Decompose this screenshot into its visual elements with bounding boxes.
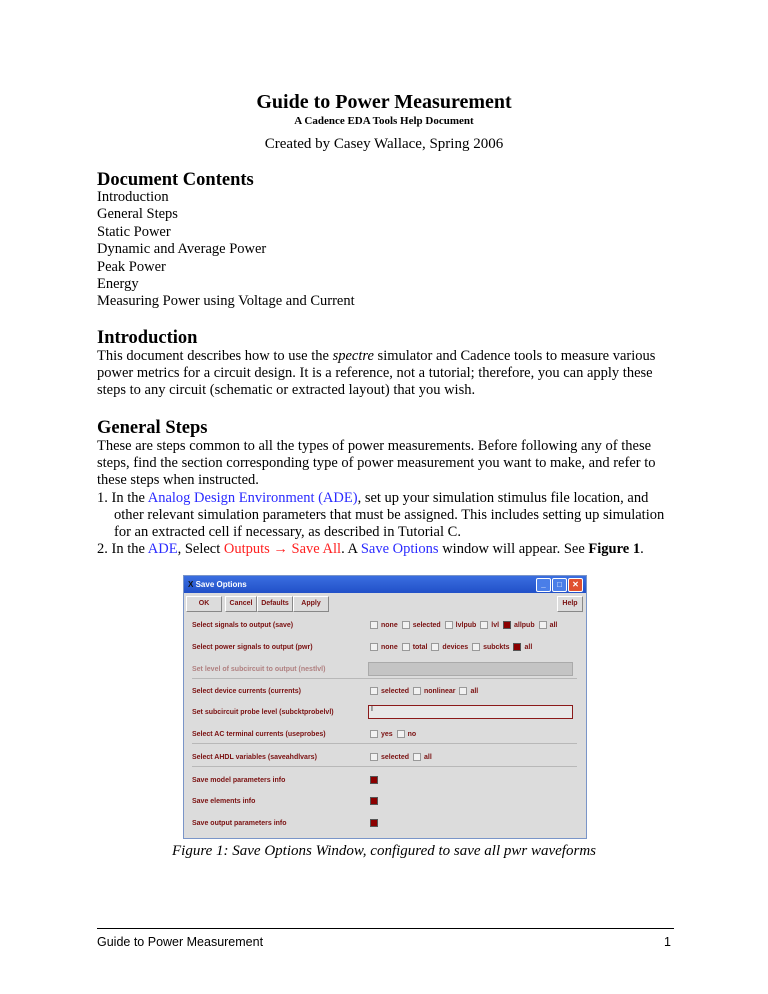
option-label: Select AHDL variables (saveahdlvars) xyxy=(192,754,317,761)
option-label: Select AC terminal currents (useprobes) xyxy=(192,731,326,738)
checkbox-label: nonlinear xyxy=(423,687,456,695)
checkbox-label: all xyxy=(423,753,432,761)
text-spectre: spectre xyxy=(332,348,374,364)
checkbox-label: lvlpub xyxy=(455,621,477,629)
checkbox[interactable] xyxy=(370,797,378,805)
checkbox[interactable] xyxy=(370,819,378,827)
checkbox[interactable] xyxy=(402,621,410,629)
toc-item[interactable]: Dynamic and Average Power xyxy=(97,241,267,258)
option-group xyxy=(368,776,381,784)
text: 2. xyxy=(97,541,112,558)
option-label: Select signals to output (save) xyxy=(192,622,294,629)
checkbox[interactable] xyxy=(480,621,488,629)
text: . A xyxy=(341,541,361,558)
ade-link: Analog Design Environment (ADE) xyxy=(147,489,358,506)
checkbox[interactable] xyxy=(472,643,480,651)
table-of-contents xyxy=(97,189,355,311)
intro-heading: Introduction xyxy=(97,328,198,348)
checkbox-label: allpub xyxy=(514,621,535,629)
contents-heading: Document Contents xyxy=(97,170,254,190)
menu-path: Outputs → Save All xyxy=(223,541,342,558)
checkbox[interactable] xyxy=(370,730,378,738)
checkbox-label: all xyxy=(549,621,558,629)
ade-ref: ADE xyxy=(147,541,178,558)
maximize-icon[interactable]: □ xyxy=(552,578,567,592)
option-group xyxy=(368,687,478,695)
window-ref: Save Options xyxy=(360,541,439,558)
option-group xyxy=(368,797,381,805)
text: In the xyxy=(111,541,148,558)
text: . xyxy=(640,541,644,558)
checkbox[interactable] xyxy=(513,643,521,651)
text: In the xyxy=(111,489,148,506)
nestlvl-field xyxy=(368,662,573,676)
toc-item[interactable]: Static Power xyxy=(97,223,171,240)
footer-rule xyxy=(97,928,674,929)
checkbox-label: selected xyxy=(381,753,410,761)
checkbox-label: none xyxy=(381,643,398,651)
toc-item[interactable]: Measuring Power using Voltage and Current xyxy=(97,293,355,310)
checkbox-label: no xyxy=(407,730,417,738)
checkbox[interactable] xyxy=(370,776,378,784)
checkbox[interactable] xyxy=(413,753,421,761)
option-label: Save elements info xyxy=(192,798,256,805)
checkbox[interactable] xyxy=(370,753,378,761)
option-label: Save output parameters info xyxy=(192,820,287,827)
checkbox[interactable] xyxy=(397,730,405,738)
dialog-titlebar xyxy=(184,576,586,593)
doc-subtitle: A Cadence EDA Tools Help Document xyxy=(294,115,474,127)
checkbox-label: all xyxy=(524,643,533,651)
save-options-dialog-screenshot xyxy=(183,575,587,839)
figure-ref: Figure 1 xyxy=(588,541,641,558)
cancel-button[interactable]: Cancel xyxy=(225,596,257,612)
checkbox[interactable] xyxy=(370,687,378,695)
text: 1. xyxy=(97,489,112,506)
option-group xyxy=(368,753,432,761)
general-steps-heading: General Steps xyxy=(97,418,208,438)
dialog-title: Save Options xyxy=(195,580,247,589)
checkbox-label: devices xyxy=(442,643,469,651)
option-label: Save model parameters info xyxy=(192,777,286,784)
divider xyxy=(192,678,577,679)
checkbox[interactable] xyxy=(431,643,439,651)
option-group xyxy=(368,643,532,651)
option-label: Set level of subcircuit to output (nestlvl) xyxy=(192,666,326,673)
footer-title: Guide to Power Measurement xyxy=(97,935,264,949)
defaults-button[interactable]: Defaults xyxy=(257,596,293,612)
intro-paragraph xyxy=(97,348,677,400)
checkbox-label: all xyxy=(470,687,479,695)
step-1 xyxy=(97,490,677,542)
minimize-icon[interactable]: _ xyxy=(536,578,551,592)
option-group xyxy=(368,730,416,738)
toc-item[interactable]: Peak Power xyxy=(97,258,166,275)
text: This document describes how to use the xyxy=(97,348,333,364)
text: , Select xyxy=(177,541,224,558)
general-steps-body xyxy=(97,438,677,558)
checkbox[interactable] xyxy=(539,621,547,629)
option-group xyxy=(368,819,381,827)
text: simulator and Cadence tools to measure various power metrics for a circuit design. It is a reference, not a tutorial; therefore, you can apply these steps to any circuit (schematic or extracted layout) that you wish. xyxy=(97,348,656,399)
ok-button[interactable]: OK xyxy=(186,596,222,612)
text: window will appear. See xyxy=(438,541,589,558)
general-paragraph: These are steps common to all the types of power measurements. Before following any of these steps, find the section corresponding type of power measurement you want to make, and refer to these steps when instructed. xyxy=(97,438,656,489)
checkbox[interactable] xyxy=(445,621,453,629)
option-label: Set subcircuit probe level (subcktprobelvl) xyxy=(192,709,334,716)
checkbox-label: total xyxy=(412,643,428,651)
checkbox[interactable] xyxy=(402,643,410,651)
step-2 xyxy=(97,541,677,558)
checkbox-label: none xyxy=(381,621,398,629)
option-label: Select power signals to output (pwr) xyxy=(192,644,313,651)
close-icon[interactable]: ✕ xyxy=(568,578,583,592)
text: , set up your simulation stimulus file location, and other relevant simulation parameters that must be assigned. This includes setting up simulation for an extracted cell if necessary, as described in Tutorial C. xyxy=(114,489,665,541)
subcktprobelvl-input[interactable]: I xyxy=(368,705,573,719)
checkbox-label: subckts xyxy=(483,643,510,651)
checkbox[interactable] xyxy=(459,687,467,695)
checkbox-label: selected xyxy=(412,621,441,629)
toc-item[interactable]: Introduction xyxy=(97,189,169,205)
option-label: Select device currents (currents) xyxy=(192,688,301,695)
toc-item[interactable]: Energy xyxy=(97,276,139,293)
divider xyxy=(192,766,577,767)
doc-title: Guide to Power Measurement xyxy=(256,91,512,113)
checkbox[interactable] xyxy=(503,621,511,629)
option-group xyxy=(368,621,557,629)
checkbox[interactable] xyxy=(370,621,378,629)
apply-button[interactable]: Apply xyxy=(293,596,329,612)
help-button[interactable]: Help xyxy=(557,596,583,612)
checkbox-label: selected xyxy=(381,687,410,695)
checkbox-label: lvl xyxy=(491,621,500,629)
x-logo-icon: X xyxy=(188,580,194,589)
checkbox[interactable] xyxy=(370,643,378,651)
toc-item[interactable]: General Steps xyxy=(97,206,178,223)
checkbox[interactable] xyxy=(413,687,421,695)
page-number: 1 xyxy=(664,935,671,949)
figure-caption: Figure 1: Save Options Window, configured to save all pwr waveforms xyxy=(172,843,596,859)
divider xyxy=(192,743,577,744)
author-line: Created by Casey Wallace, Spring 2006 xyxy=(264,136,504,152)
checkbox-label: yes xyxy=(381,730,393,738)
